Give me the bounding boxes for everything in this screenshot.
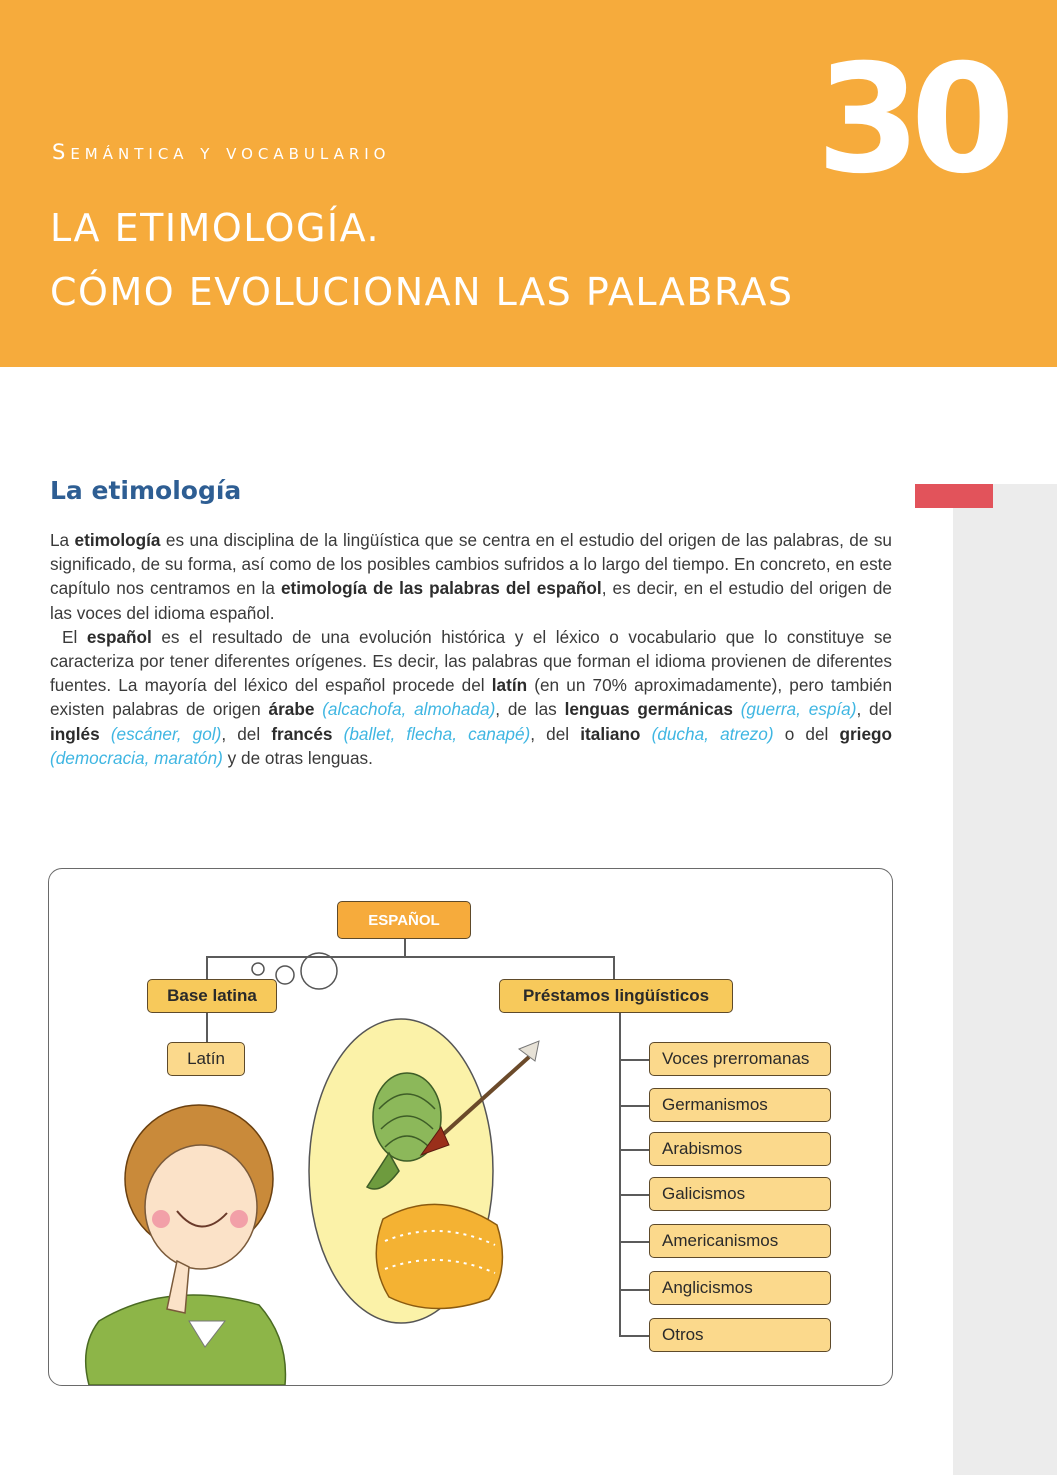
example-words: (ballet, flecha, canapé) (343, 723, 531, 744)
box-prestamos: Préstamos lingüísticos (499, 979, 733, 1013)
box-loan-item: Otros (649, 1318, 831, 1352)
connector-line (619, 1335, 649, 1337)
thought-circle-icon (301, 953, 337, 989)
connector-line (404, 939, 406, 957)
paragraph-2 (50, 625, 892, 770)
connector-line (619, 1012, 621, 1336)
example-words: (alcachofa, almohada) (322, 699, 496, 720)
header-banner (0, 0, 1057, 367)
box-loan-item: Germanismos (649, 1088, 831, 1122)
bold-term: español (86, 626, 152, 647)
bold-term: latín (491, 675, 528, 696)
example-words: (ducha, atrezo) (651, 723, 774, 744)
bold-term: etimología (74, 530, 161, 550)
text-span: , del (221, 723, 272, 744)
box-latin: Latín (167, 1042, 245, 1076)
box-loan-item: Arabismos (649, 1132, 831, 1166)
box-loan-item: Voces prerromanas (649, 1042, 831, 1076)
pillow-icon (376, 1204, 502, 1308)
text-span: El (62, 626, 87, 647)
example-words: (guerra, espía) (740, 699, 857, 720)
text-span: (en un 70% aproximadamente), pero también existen palabras de origen (50, 675, 893, 720)
paragraph-1 (50, 528, 892, 625)
box-loan-item: Galicismos (649, 1177, 831, 1211)
text-span: es una disciplina de la lingüística que se centra en el estudio del origen de las palabras, de su significado, de su forma, así como de los posibles cambios sufridos a lo largo del tiempo. En concreto, en este capítulo nos centramos en la (50, 530, 892, 599)
thought-circle-icon (276, 966, 294, 984)
kicker-text: Semántica y vocabulario (52, 140, 391, 164)
connector-line (619, 1194, 649, 1196)
bold-term: francés (271, 723, 333, 744)
thought-circle-icon (252, 963, 264, 975)
connector-line (206, 956, 208, 980)
connector-line (206, 1012, 208, 1044)
text-span: o del (773, 723, 840, 744)
bold-term: etimología de las palabras del español (280, 578, 602, 599)
connector-line (613, 956, 615, 980)
bold-term: lenguas germánicas (564, 699, 733, 720)
text-span: , del (856, 699, 892, 720)
box-loan-item: Americanismos (649, 1224, 831, 1258)
title-line-2: CÓMO EVOLUCIONAN LAS PALABRAS (50, 270, 794, 314)
example-words: (democracia, maratón) (50, 747, 223, 768)
text-span: , del (530, 723, 581, 744)
text-span: , es decir, en el estudio del origen de las voces del idioma español. (50, 578, 892, 623)
bold-term: italiano (580, 723, 641, 744)
box-base-latina: Base latina (147, 979, 277, 1013)
connector-line (619, 1241, 649, 1243)
bold-term: árabe (268, 699, 315, 720)
text-span: , de las (495, 699, 565, 720)
section-title: La etimología (50, 476, 242, 505)
example-words: (escáner, gol) (110, 723, 222, 744)
unit-kicker (52, 140, 391, 164)
illustration-svg (49, 869, 892, 1385)
side-color-tab (915, 484, 993, 508)
body-text (50, 528, 892, 770)
connector-line (619, 1105, 649, 1107)
text-span: es el resultado de una evolución histórica y el léxico o vocabulario que lo constituye se caracteriza por tener diferentes orígenes. Es decir, las palabras que forman el idioma provienen de diferentes fuentes. La mayoría del léxico del español procede del (50, 626, 892, 696)
connector-line (206, 956, 614, 958)
etymology-diagram (48, 868, 893, 1386)
box-loan-item: Anglicismos (649, 1271, 831, 1305)
connector-line (619, 1289, 649, 1291)
box-espanol: ESPAÑOL (337, 901, 471, 939)
connector-line (619, 1149, 649, 1151)
unit-title (50, 196, 793, 324)
bold-term: griego (839, 723, 893, 744)
girl-illustration-icon (86, 1105, 286, 1385)
connector-line (619, 1059, 649, 1061)
bold-term: inglés (50, 723, 100, 744)
text-span: La (50, 530, 75, 550)
title-line-1: LA ETIMOLOGÍA. (50, 206, 381, 250)
unit-number: 30 (816, 33, 1005, 207)
side-margin-strip (953, 484, 1057, 1475)
text-span: y de otras lenguas. (222, 747, 373, 768)
